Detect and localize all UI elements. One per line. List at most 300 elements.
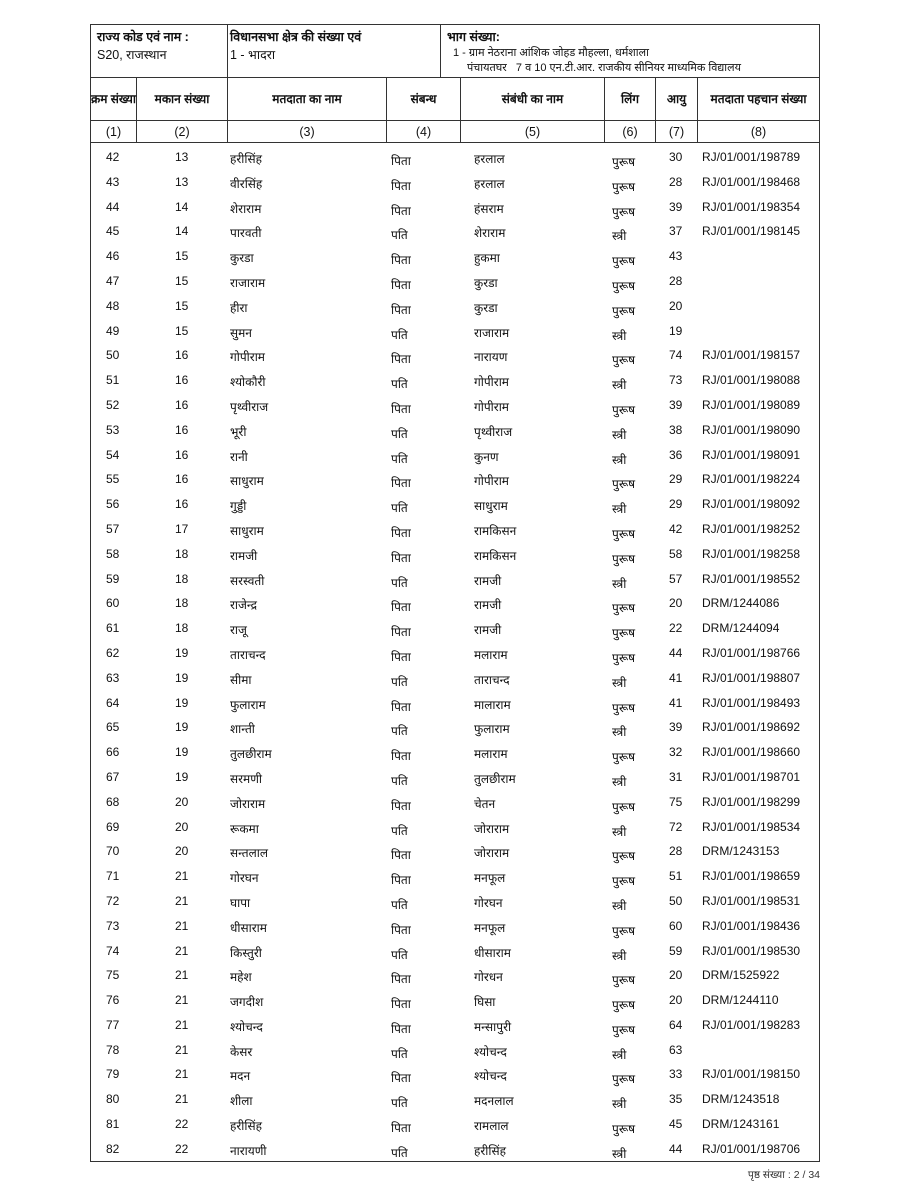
age: 28 xyxy=(669,273,683,288)
age: 51 xyxy=(669,869,683,884)
age: 44 xyxy=(669,645,683,660)
table-row xyxy=(91,269,819,294)
relation: पिता xyxy=(391,253,411,268)
house-number: 21 xyxy=(175,869,189,884)
age: 72 xyxy=(669,819,683,834)
relation: पिता xyxy=(391,203,411,218)
serial-number: 56 xyxy=(106,497,120,512)
age: 29 xyxy=(669,497,683,512)
epic-number: RJ/01/001/198701 xyxy=(702,769,801,784)
table-row xyxy=(91,988,819,1013)
relative-name: तुलछीराम xyxy=(474,771,516,786)
col-index: (2) xyxy=(137,121,228,142)
age: 38 xyxy=(669,422,683,437)
relation: पिता xyxy=(391,476,411,491)
gender: पुरूष xyxy=(612,650,636,665)
document-header xyxy=(91,25,819,78)
relative-name: गोपीराम xyxy=(474,474,509,489)
col-header-serial: क्रम संख्या xyxy=(91,78,137,120)
serial-number: 60 xyxy=(106,596,120,611)
age: 20 xyxy=(669,993,683,1008)
table-row xyxy=(91,839,819,864)
relative-name: मलाराम xyxy=(474,747,508,762)
age: 64 xyxy=(669,1017,683,1032)
age: 20 xyxy=(669,298,683,313)
relative-name: रामजी xyxy=(474,598,502,613)
serial-number: 73 xyxy=(106,918,120,933)
gender: पुरूष xyxy=(612,799,636,814)
epic-number: RJ/01/001/198436 xyxy=(702,918,801,933)
age: 75 xyxy=(669,794,683,809)
gender: स्त्री xyxy=(612,378,627,393)
col-index: (4) xyxy=(387,121,461,142)
relative-name: श्योचन्द xyxy=(474,1044,507,1059)
age: 44 xyxy=(669,1141,683,1156)
assembly-value: 1 - भादरा xyxy=(230,48,276,62)
col-index: (6) xyxy=(605,121,656,142)
gender: स्त्री xyxy=(612,452,627,467)
voter-name: सीमा xyxy=(230,672,252,687)
relative-name: गोरधन xyxy=(474,970,503,985)
epic-number: DRM/1244094 xyxy=(702,621,780,636)
house-number: 20 xyxy=(175,794,189,809)
col-index: (1) xyxy=(91,121,137,142)
table-row xyxy=(91,1087,819,1112)
relation: पिता xyxy=(391,302,411,317)
relative-name: मन्सापुरी xyxy=(474,1019,512,1034)
table-row xyxy=(91,815,819,840)
relation: पति xyxy=(391,773,408,788)
house-number: 16 xyxy=(175,472,189,487)
voter-name: साधुराम xyxy=(230,523,264,538)
age: 50 xyxy=(669,893,683,908)
voter-name: शीला xyxy=(230,1094,253,1109)
serial-number: 70 xyxy=(106,844,120,859)
relative-name: रामकिसन xyxy=(474,548,517,563)
part-line-2: पंचायतघर 7 व 10 एन.टी.आर. राजकीय सीनियर माध्यमिक विद्यालय xyxy=(467,62,741,74)
relation: पिता xyxy=(391,154,411,168)
epic-number: RJ/01/001/198252 xyxy=(702,521,801,536)
age: 28 xyxy=(669,174,683,189)
age: 74 xyxy=(669,348,683,363)
relative-name: ताराचन्द xyxy=(474,672,510,687)
col-header-relation: संबन्ध xyxy=(387,78,461,120)
age: 59 xyxy=(669,943,683,958)
voter-name: गोपीराम xyxy=(230,350,265,365)
relation: पिता xyxy=(391,352,411,367)
house-number: 16 xyxy=(175,422,189,437)
epic-number: RJ/01/001/198091 xyxy=(702,447,801,462)
house-number: 15 xyxy=(175,323,189,338)
relation: पिता xyxy=(391,848,411,863)
voter-name: सुमन xyxy=(230,325,252,340)
voter-name: श्योकौरी xyxy=(230,375,266,390)
relative-name: हरलाल xyxy=(474,176,505,191)
epic-number: RJ/01/001/198468 xyxy=(702,174,801,189)
voter-name: गुड्डी xyxy=(230,499,247,514)
gender: पुरूष xyxy=(612,155,636,169)
gender: पुरूष xyxy=(612,303,636,318)
table-row xyxy=(91,244,819,269)
age: 29 xyxy=(669,472,683,487)
relative-name: रामलाल xyxy=(474,1119,509,1134)
gender: पुरूष xyxy=(612,626,636,641)
relative-name: कुरडा xyxy=(474,300,498,315)
voter-name: घापा xyxy=(230,895,251,910)
voter-name: मदन xyxy=(230,1069,251,1084)
voter-name: सरमणी xyxy=(230,771,262,786)
relative-name: कुरडा xyxy=(474,275,498,290)
col-index: (8) xyxy=(750,124,767,139)
table-row xyxy=(91,294,819,319)
gender: स्त्री xyxy=(612,502,627,517)
part-cell xyxy=(441,25,819,77)
table-row xyxy=(91,1013,819,1038)
table-row xyxy=(91,542,819,567)
gender: स्त्री xyxy=(612,898,627,913)
table-row xyxy=(91,567,819,592)
age: 20 xyxy=(669,596,683,611)
serial-number: 58 xyxy=(106,546,120,561)
house-number: 21 xyxy=(175,943,189,958)
voter-name: ताराचन्द xyxy=(230,647,266,662)
voter-name: रामजी xyxy=(230,548,258,563)
voter-name: नारायणी xyxy=(230,1143,267,1158)
relative-name: मनफूल xyxy=(474,920,506,935)
gender: पुरूष xyxy=(612,179,636,194)
relative-name: हरलाल xyxy=(474,152,505,166)
table-row xyxy=(91,914,819,939)
relation: पिता xyxy=(391,277,411,292)
relative-name: शेराराम xyxy=(474,226,506,241)
age: 22 xyxy=(669,621,683,636)
voter-name: जोराराम xyxy=(230,796,266,811)
relation: पिता xyxy=(391,525,411,540)
col-header-relative-name: संबंधी का नाम xyxy=(461,78,605,120)
relation: पति xyxy=(391,1096,408,1111)
relation: पति xyxy=(391,724,408,739)
epic-number: RJ/01/001/198660 xyxy=(702,745,801,760)
house-number: 21 xyxy=(175,1067,189,1082)
gender: पुरूष xyxy=(612,278,636,293)
age: 35 xyxy=(669,1092,683,1107)
voter-name: किस्तुरी xyxy=(230,945,262,960)
relative-name: गोपीराम xyxy=(474,375,509,390)
epic-number: RJ/01/001/198493 xyxy=(702,695,801,710)
voter-name: गोरघन xyxy=(230,871,259,886)
relation: पिता xyxy=(391,873,411,888)
relation: पिता xyxy=(391,1071,411,1086)
house-number: 17 xyxy=(175,521,189,536)
table-row xyxy=(91,963,819,988)
table-row xyxy=(91,740,819,765)
age: 31 xyxy=(669,769,683,784)
col-header-age: आयु xyxy=(656,78,698,120)
state-cell xyxy=(91,25,228,77)
epic-number: RJ/01/001/198283 xyxy=(702,1017,801,1032)
house-number: 14 xyxy=(175,224,189,239)
house-number: 19 xyxy=(175,720,189,735)
house-number: 19 xyxy=(175,695,189,710)
age: 28 xyxy=(669,844,683,859)
age: 20 xyxy=(669,968,683,983)
age: 60 xyxy=(669,918,683,933)
epic-number: RJ/01/001/198354 xyxy=(702,199,801,214)
gender: स्त्री xyxy=(612,948,627,963)
relative-name: राजाराम xyxy=(474,325,510,340)
house-number: 21 xyxy=(175,893,189,908)
age: 45 xyxy=(669,1117,683,1132)
voter-name: कुरडा xyxy=(230,251,254,266)
table-row xyxy=(91,939,819,964)
relation: पति xyxy=(391,228,408,243)
epic-number: DRM/1243518 xyxy=(702,1092,780,1107)
epic-number: RJ/01/001/198692 xyxy=(702,720,801,735)
relation: पति xyxy=(391,823,408,838)
relation: पति xyxy=(391,674,408,689)
relative-name: मलाराम xyxy=(474,647,508,662)
age: 41 xyxy=(669,670,683,685)
serial-number: 74 xyxy=(106,943,120,958)
epic-number: DRM/1525922 xyxy=(702,968,780,983)
gender: स्त्री xyxy=(612,328,627,343)
col-header-voter-name: मतदाता का नाम xyxy=(228,78,387,120)
relation: पिता xyxy=(391,749,411,764)
serial-number: 49 xyxy=(106,323,120,338)
gender: पुरूष xyxy=(612,923,636,938)
table-row xyxy=(91,1137,819,1162)
epic-number: RJ/01/001/198089 xyxy=(702,397,801,412)
relation: पिता xyxy=(391,550,411,565)
page-number: पृष्ठ संख्या : 2 / 34 xyxy=(747,1169,820,1181)
house-number: 18 xyxy=(175,546,189,561)
relative-name: मालाराम xyxy=(474,697,511,712)
relative-name: मदनलाल xyxy=(474,1094,514,1109)
relation: पिता xyxy=(391,178,411,193)
gender: पुरूष xyxy=(612,874,636,889)
gender: पुरूष xyxy=(612,526,636,541)
serial-number: 64 xyxy=(106,695,120,710)
house-number: 13 xyxy=(175,150,189,164)
voter-name: धीसाराम xyxy=(230,920,267,935)
voter-name: जगदीश xyxy=(230,995,264,1010)
assembly-label: विधानसभा क्षेत्र की संख्या एवं xyxy=(230,30,362,44)
epic-number: RJ/01/001/198088 xyxy=(702,373,801,388)
house-number: 16 xyxy=(175,397,189,412)
serial-number: 77 xyxy=(106,1017,120,1032)
age: 39 xyxy=(669,720,683,735)
gender: स्त्री xyxy=(612,725,627,740)
gender: पुरूष xyxy=(612,750,636,765)
table-row xyxy=(91,790,819,815)
gender: स्त्री xyxy=(612,1097,627,1112)
age: 58 xyxy=(669,546,683,561)
serial-number: 42 xyxy=(106,150,120,164)
serial-number: 75 xyxy=(106,968,120,983)
gender: पुरूष xyxy=(612,551,636,566)
epic-number: RJ/01/001/198092 xyxy=(702,497,801,512)
epic-number: RJ/01/001/198531 xyxy=(702,893,801,908)
voter-name: रूकमा xyxy=(230,821,259,836)
gender: स्त्री xyxy=(612,1146,627,1161)
assembly-cell xyxy=(228,25,441,77)
voter-list-table xyxy=(90,24,820,1162)
relation: पिता xyxy=(391,972,411,987)
house-number: 21 xyxy=(175,1042,189,1057)
relative-name: घिसा xyxy=(474,995,496,1010)
relative-name: गोरघन xyxy=(474,895,503,910)
table-row xyxy=(91,1038,819,1063)
relative-name: रामकिसन xyxy=(474,523,517,538)
relative-name: साधुराम xyxy=(474,499,508,514)
col-header-house: मकान संख्या xyxy=(137,78,228,120)
part-label: भाग संख्या: xyxy=(447,30,500,44)
table-row xyxy=(91,765,819,790)
relation: पति xyxy=(391,451,408,466)
voter-name: साधुराम xyxy=(230,474,264,489)
age: 32 xyxy=(669,745,683,760)
voter-name: हरीसिंह xyxy=(230,152,262,166)
relative-name: हंसराम xyxy=(474,201,504,216)
epic-number: RJ/01/001/198534 xyxy=(702,819,801,834)
relative-name: रामजी xyxy=(474,573,502,588)
gender: पुरूष xyxy=(612,1122,636,1137)
serial-number: 45 xyxy=(106,224,120,239)
serial-number: 66 xyxy=(106,745,120,760)
relative-name: रामजी xyxy=(474,623,502,638)
gender: स्त्री xyxy=(612,824,627,839)
serial-number: 59 xyxy=(106,571,120,586)
table-row xyxy=(91,492,819,517)
voter-name: वीरसिंह xyxy=(230,176,263,191)
gender: पुरूष xyxy=(612,353,636,368)
relation: पति xyxy=(391,1046,408,1061)
table-row xyxy=(91,1112,819,1137)
gender: पुरूष xyxy=(612,402,636,417)
serial-number: 71 xyxy=(106,869,120,884)
age: 43 xyxy=(669,249,683,264)
serial-number: 53 xyxy=(106,422,120,437)
relative-name: धीसाराम xyxy=(474,945,511,960)
epic-number: DRM/1243161 xyxy=(702,1117,780,1132)
table-row xyxy=(91,343,819,368)
relation: पिता xyxy=(391,699,411,714)
epic-number: RJ/01/001/198299 xyxy=(702,794,801,809)
serial-number: 80 xyxy=(106,1092,120,1107)
house-number: 22 xyxy=(175,1117,189,1132)
col-index: (3) xyxy=(228,121,387,142)
house-number: 19 xyxy=(175,769,189,784)
serial-number: 48 xyxy=(106,298,120,313)
table-row xyxy=(91,467,819,492)
serial-number: 78 xyxy=(106,1042,120,1057)
epic-number: RJ/01/001/198224 xyxy=(702,472,801,487)
gender: पुरूष xyxy=(612,998,636,1013)
serial-number: 50 xyxy=(106,348,120,363)
voter-name: महेश xyxy=(230,970,252,985)
serial-number: 54 xyxy=(106,447,120,462)
relation: पति xyxy=(391,947,408,962)
table-row xyxy=(91,170,819,195)
relation: पिता xyxy=(391,401,411,416)
gender: पुरूष xyxy=(612,1022,636,1037)
epic-number: DRM/1243153 xyxy=(702,844,780,859)
relation: पति xyxy=(391,327,408,342)
age: 57 xyxy=(669,571,683,586)
epic-number: RJ/01/001/198145 xyxy=(702,224,801,239)
house-number: 16 xyxy=(175,497,189,512)
part-line-1: 1 - ग्राम नेठराना आंशिक जोहड मौहल्ला, धर्मशाला xyxy=(453,47,649,59)
relation: पिता xyxy=(391,922,411,937)
table-row xyxy=(91,715,819,740)
house-number: 20 xyxy=(175,819,189,834)
voter-name: सरस्वती xyxy=(230,573,265,588)
serial-number: 52 xyxy=(106,397,120,412)
house-number: 16 xyxy=(175,348,189,363)
col-index: (7) xyxy=(656,121,698,142)
serial-number: 61 xyxy=(106,621,120,636)
house-number: 22 xyxy=(175,1141,189,1156)
house-number: 18 xyxy=(175,571,189,586)
relative-name: श्योचन्द xyxy=(474,1069,507,1084)
serial-number: 43 xyxy=(106,174,120,189)
voter-name: भूरी xyxy=(230,424,247,439)
table-row xyxy=(91,591,819,616)
gender: स्त्री xyxy=(612,229,627,244)
house-number: 19 xyxy=(175,745,189,760)
voter-name: शेराराम xyxy=(230,201,262,216)
house-number: 16 xyxy=(175,373,189,388)
table-row xyxy=(91,691,819,716)
voter-name: राजेन्द्र xyxy=(230,598,258,613)
voter-name: राजाराम xyxy=(230,275,266,290)
house-number: 21 xyxy=(175,1092,189,1107)
age: 63 xyxy=(669,1042,683,1057)
relation: पिता xyxy=(391,649,411,664)
voter-name: रानी xyxy=(230,449,248,464)
serial-number: 62 xyxy=(106,645,120,660)
voter-name: सन्तलाल xyxy=(230,846,269,861)
relation: पति xyxy=(391,897,408,912)
relative-name: मनफूल xyxy=(474,871,506,886)
age: 19 xyxy=(669,323,683,338)
relation: पति xyxy=(391,377,408,392)
house-number: 19 xyxy=(175,670,189,685)
gender: स्त्री xyxy=(612,774,627,789)
voter-name: फुलाराम xyxy=(230,697,266,712)
table-row xyxy=(91,195,819,220)
epic-number: RJ/01/001/198659 xyxy=(702,869,801,884)
age: 30 xyxy=(669,150,683,164)
table-row xyxy=(91,393,819,418)
epic-number: DRM/1244110 xyxy=(702,993,779,1008)
relative-name: जोराराम xyxy=(474,846,510,861)
voter-name: पारवती xyxy=(230,226,262,241)
voter-name: हीरा xyxy=(230,300,248,315)
table-row xyxy=(91,219,819,244)
house-number: 15 xyxy=(175,273,189,288)
table-row xyxy=(91,616,819,641)
voter-name: शान्ती xyxy=(230,722,255,737)
epic-number: RJ/01/001/198706 xyxy=(702,1141,801,1156)
relation: पिता xyxy=(391,1121,411,1136)
relation: पति xyxy=(391,1145,408,1160)
relative-name: जोराराम xyxy=(474,821,510,836)
epic-number: RJ/01/001/198157 xyxy=(702,348,801,363)
serial-number: 81 xyxy=(106,1117,120,1132)
table-row xyxy=(91,1062,819,1087)
table-row xyxy=(91,418,819,443)
